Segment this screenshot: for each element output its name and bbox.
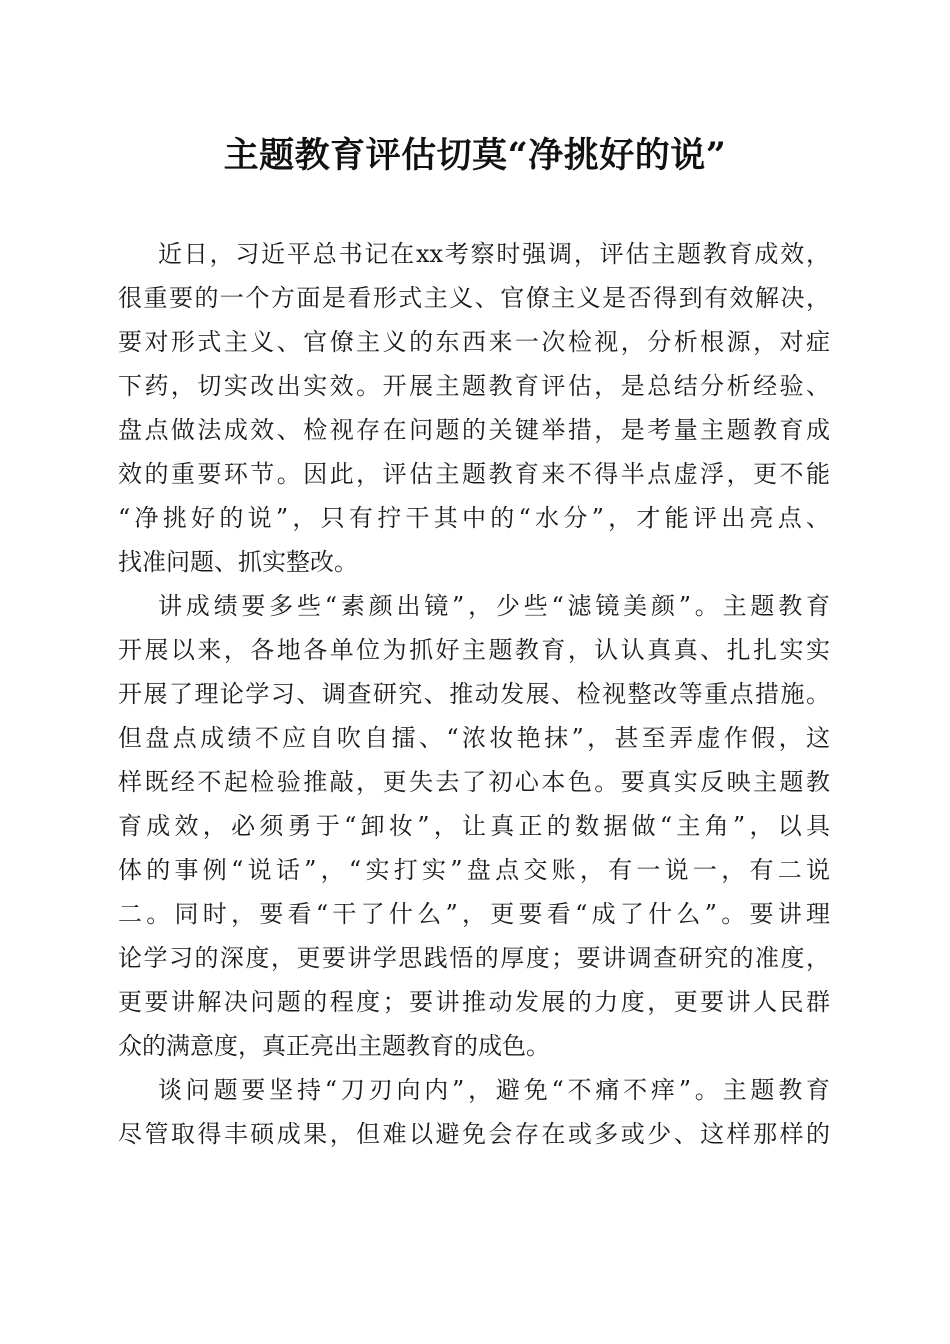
- paragraph-1-line: 很重要的一个方面是看形式主义、官僚主义是否得到有效解决，: [118, 284, 830, 312]
- paragraph-2-line: 更要讲解决问题的程度；要讲推动发展的力度，更要讲人民群: [118, 988, 830, 1016]
- paragraph-1-line: 效的重要环节。因此，评估主题教育来不得半点虚浮，更不能: [118, 460, 830, 488]
- document-body: [118, 232, 830, 1156]
- paragraph-1-line: 要对形式主义、官僚主义的东西来一次检视，分析根源，对症: [118, 328, 830, 356]
- document-title: 主题教育评估切莫“净挑好的说”: [223, 135, 727, 176]
- paragraph-1-line: 近日，习近平总书记在xx考察时强调，评估主题教育成效，: [158, 240, 830, 268]
- paragraph-1-line: 盘点做法成效、检视存在问题的关键举措，是考量主题教育成: [118, 416, 830, 444]
- paragraph-1-line: 找准问题、抓实整改。: [118, 548, 358, 576]
- paragraph-2-line: 讲成绩要多些“素颜出镜”，少些“滤镜美颜”。主题教育: [158, 592, 830, 620]
- paragraph-2-line: 样既经不起检验推敲，更失去了初心本色。要真实反映主题教: [118, 768, 830, 796]
- paragraph-2-line: 开展了理论学习、调查研究、推动发展、检视整改等重点措施。: [118, 680, 830, 708]
- paragraph-1-line: “净挑好的说”，只有拧干其中的“水分”，才能评出亮点、: [118, 504, 830, 532]
- paragraph-2-line: 体的事例“说话”，“实打实”盘点交账，有一说一，有二说: [118, 856, 830, 884]
- paragraph-3-line: 谈问题要坚持“刀刃向内”，避免“不痛不痒”。主题教育: [158, 1076, 830, 1104]
- paragraph-2-line: 众的满意度，真正亮出主题教育的成色。: [118, 1032, 550, 1060]
- paragraph-2-line: 育成效，必须勇于“卸妆”，让真正的数据做“主角”，以具: [118, 812, 830, 840]
- paragraph-2-line: 二。同时，要看“干了什么”，更要看“成了什么”。要讲理: [118, 900, 830, 928]
- paragraph-2-line: 但盘点成绩不应自吹自擂、“浓妆艳抹”，甚至弄虚作假，这: [118, 724, 830, 752]
- paragraph-2-line: 开展以来，各地各单位为抓好主题教育，认认真真、扎扎实实: [118, 636, 830, 664]
- paragraph-3-line: 尽管取得丰硕成果，但难以避免会存在或多或少、这样那样的: [118, 1120, 830, 1148]
- paragraph-2-line: 论学习的深度，更要讲学思践悟的厚度；要讲调查研究的准度，: [118, 944, 830, 972]
- paragraph-1-line: 下药，切实改出实效。开展主题教育评估，是总结分析经验、: [118, 372, 830, 400]
